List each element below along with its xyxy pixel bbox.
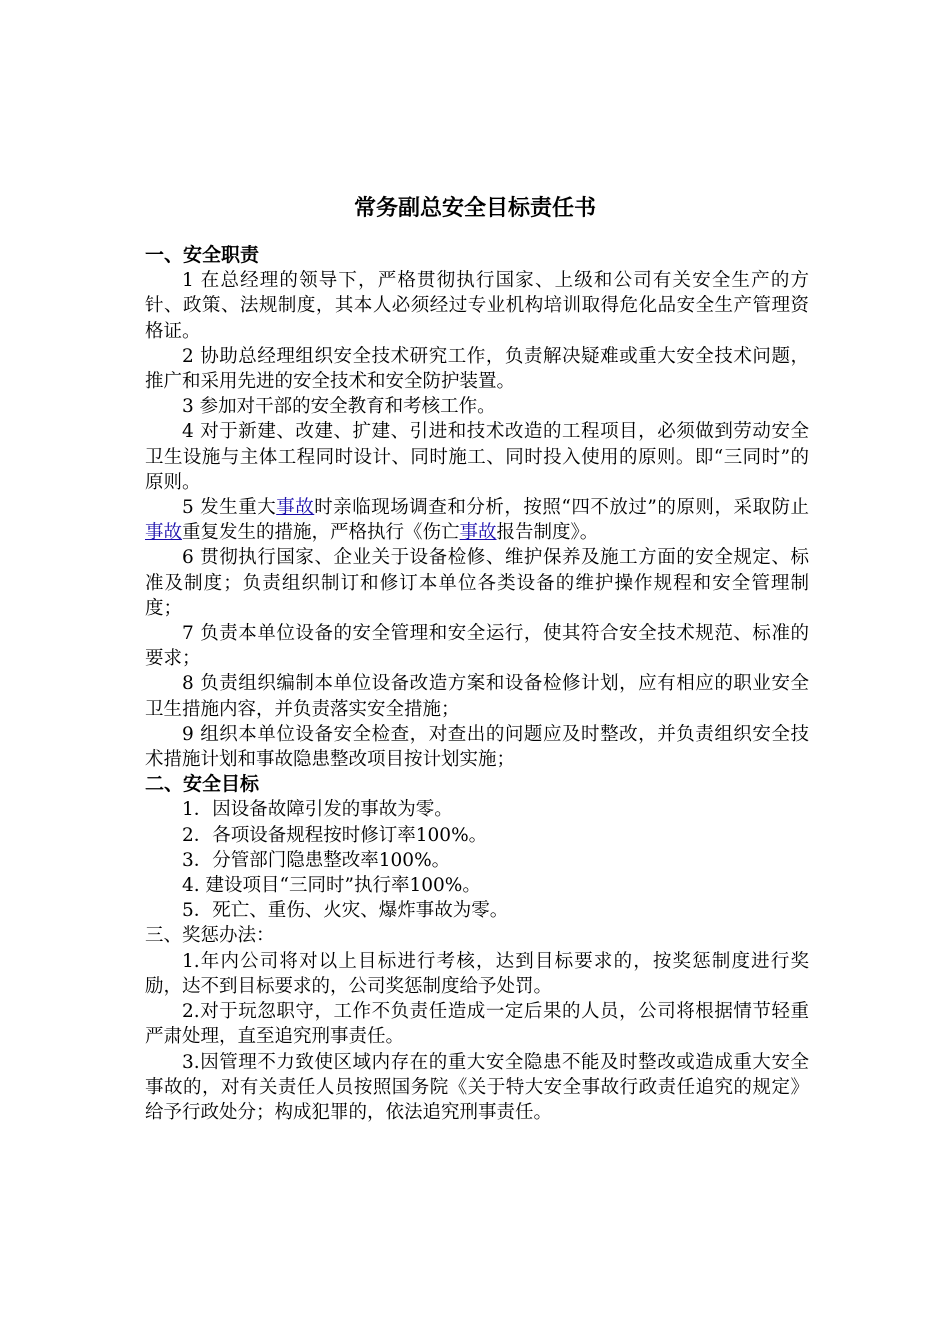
reward-item-1: 1.年内公司将对以上目标进行考核，达到目标要求的，按奖惩制度进行奖励，达不到目标要求的，公司奖惩制度给予处罚。 [145,950,809,997]
section-heading-safety-duties: 一、安全职责 [145,244,260,266]
duty-item-1: 1 在总经理的领导下，严格贯彻执行国家、上级和公司有关安全生产的方针、政策、法规制度，其本人必须经过专业机构培训取得危化品安全生产管理资格证。 [145,270,809,342]
accident-link[interactable]: 事故 [145,522,183,544]
section-heading-rewards-penalties: 三、奖惩办法： [145,925,275,947]
duty-item-5-text: 重复发生的措施，严格执行《伤亡 [182,522,460,544]
accident-link[interactable]: 事故 [459,522,497,544]
duty-item-9: 9 组织本单位设备安全检查，对查出的问题应及时整改，并负责组织安全技术措施计划和事故隐患整改项目按计划实施； [145,723,809,771]
duty-item-8: 8 负责组织编制本单位设备改造方案和设备检修计划，应有相应的职业安全卫生措施内容，并负责落实安全措施； [145,673,809,720]
reward-item-2: 2.对于玩忽职守，工作不负责任造成一定后果的人员，公司将根据情节轻重严肃处理，直至追究刑事责任。 [145,1001,809,1048]
duty-item-4: 4 对于新建、改建、扩建、引进和技术改造的工程项目，必须做到劳动安全卫生设施与主体工程同时设计、同时施工、同时投入使用的原则。即“三同时”的原则。 [145,421,809,493]
accident-link[interactable]: 事故 [276,497,315,519]
duty-item-7: 7 负责本单位设备的安全管理和安全运行，使其符合安全技术规范、标准的要求； [145,623,809,670]
duty-item-3: 3 参加对干部的安全教育和考核工作。 [182,396,496,418]
section-heading-safety-targets: 二、安全目标 [145,773,260,796]
duty-item-6: 6 贯彻执行国家、企业关于设备检修、维护保养及施工方面的安全规定、标准及制度；负责组织制订和修订本单位各类设备的维护操作规程和安全管理制度； [145,547,809,619]
duty-item-5-text: 5 发生重大 [182,497,277,519]
duty-item-2: 2 协助总经理组织安全技术研究工作，负责解决疑难或重大安全技术问题，推广和采用先进的安全技术和安全防护装置。 [145,345,809,393]
target-item-2: 2．各项设备规程按时修订率100%。 [182,824,488,846]
target-item-3: 3．分管部门隐患整改率100%。 [182,849,451,871]
target-item-5: 5．死亡、重伤、火灾、爆炸事故为零。 [182,900,509,922]
target-item-4: 4. 建设项目“三同时”执行率100%。 [182,875,481,897]
document-body [145,243,809,1125]
reward-item-3: 3.因管理不力致使区域内存在的重大安全隐患不能及时整改或造成重大安全事故的，对有关责任人员按照国务院《关于特大安全事故行政责任追究的规定》给予行政处分；构成犯罪的，依法追究刑事责任。 [145,1051,809,1123]
duty-item-5-text: 报告制度》。 [496,522,599,544]
target-item-1: 1．因设备故障引发的事故为零。 [182,799,453,821]
document-title: 常务副总安全目标责任书 [353,196,596,221]
duty-item-5 [145,495,809,545]
duty-item-5-text: 时亲临现场调查和分析，按照“四不放过”的原则，采取防止 [314,497,809,519]
